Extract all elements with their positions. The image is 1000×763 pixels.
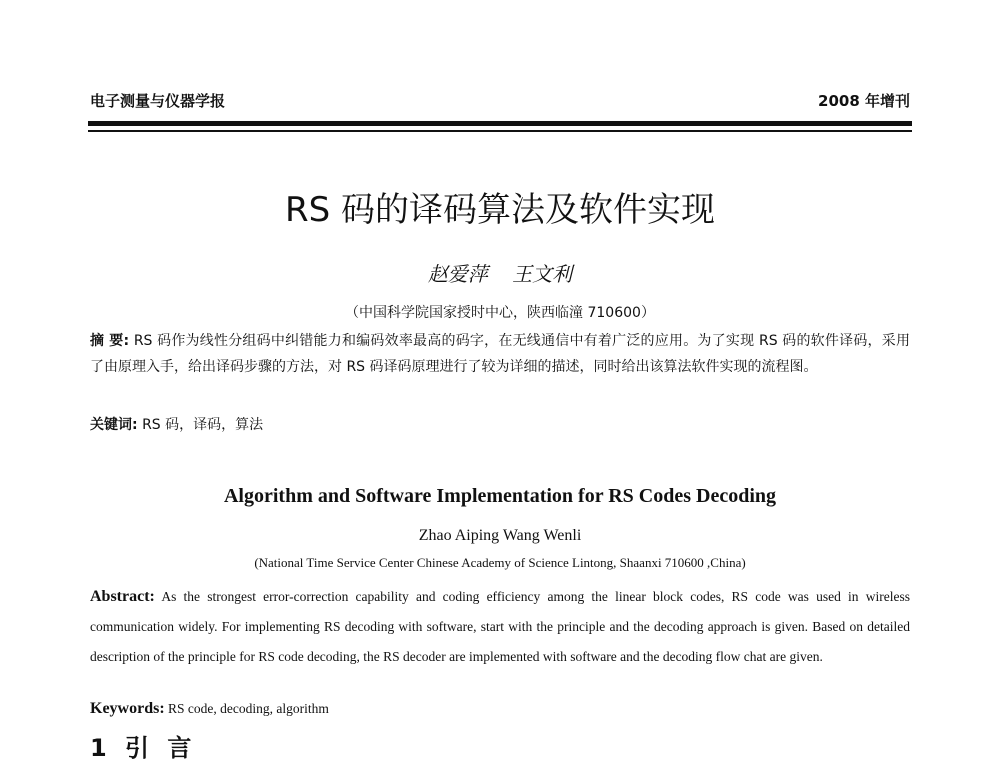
journal-title: 电子测量与仪器学报 [90, 92, 226, 110]
chinese-abstract-label: 摘 要: [90, 333, 130, 349]
english-abstract-text: As the strongest error-correction capability and coding efficiency among the linear block codes, RS code was used in wireless communication widely. For implementing RS decoding with software, start with the principle and the decoding approach is given. Based on detailed description of the principle for RS code decoding, the RS decoder are implemented with software and the decoding flow chat are given. [90, 589, 910, 664]
chinese-abstract [90, 328, 910, 380]
chinese-affiliation: （中国科学院国家授时中心，陕西临潼 710600） [345, 305, 655, 321]
english-abstract [90, 582, 910, 672]
header-rule-thin [88, 130, 912, 132]
chinese-keywords [90, 414, 910, 434]
english-title: Algorithm and Software Implementation for RS Codes Decoding [223, 485, 777, 507]
english-authors: Zhao Aiping Wang Wenli [418, 527, 582, 544]
chinese-authors: 赵爱萍 王文利 [427, 262, 573, 286]
chinese-keywords-text: RS 码，译码，算法 [142, 417, 264, 433]
chinese-abstract-text: RS 码作为线性分组码中纠错能力和编码效率最高的码字，在无线通信中有着广泛的应用。为了实现 RS 码的软件译码，采用了由原理入手，给出译码步骤的方法，对 RS 码译码原理进行了较为详细的描述，同时给出该算法软件实现的流程图。 [90, 333, 910, 375]
english-abstract-label: Abstract: [90, 588, 155, 605]
english-keywords-text: RS code, decoding, algorithm [168, 701, 329, 716]
section-heading: 1 引 言 [90, 734, 192, 762]
chinese-keywords-label: 关键词: [90, 417, 138, 433]
header-rule-thick [88, 121, 912, 126]
english-keywords-label: Keywords: [90, 700, 165, 717]
issue-label: 2008 年增刊 [818, 92, 910, 110]
chinese-title: RS 码的译码算法及软件实现 [284, 190, 715, 230]
english-affiliation: (National Time Service Center Chinese Academy of Science Lintong, Shaanxi 710600 ,China) [254, 555, 746, 570]
english-keywords [90, 700, 910, 718]
